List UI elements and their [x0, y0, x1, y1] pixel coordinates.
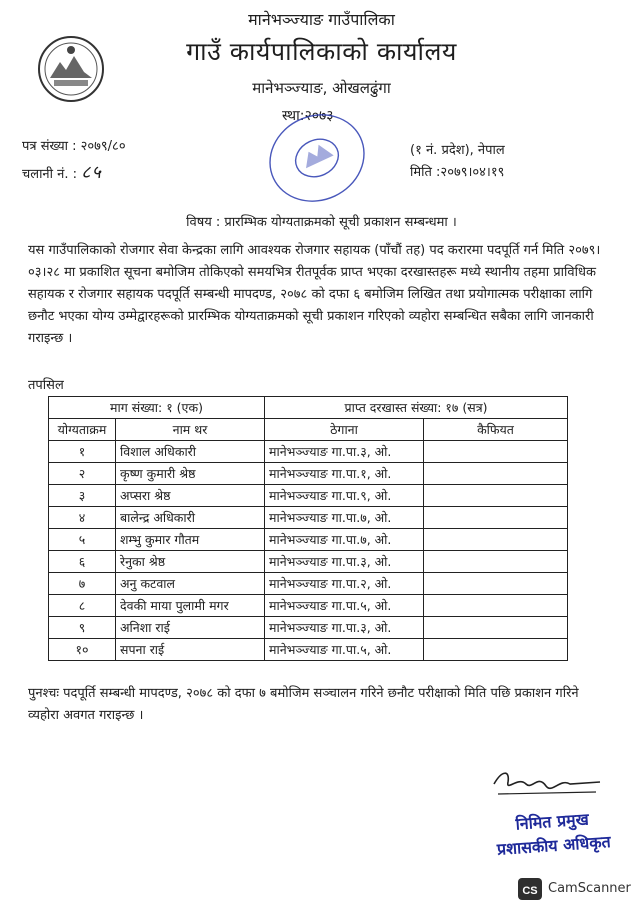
- handwritten-signature: [488, 762, 608, 802]
- table-row: [49, 573, 568, 595]
- remarks-cell: [424, 595, 568, 617]
- header-name: नाम थर: [116, 419, 265, 441]
- notice-body: यस गाउँपालिकाको रोजगार सेवा केन्द्रका लागि आवश्यक रोजगार सहायक (पाँचौं तह) पद करारमा पदपूर्ति गर्न मिति २०७९।०३।२८ मा प्रकाशित सूचना बमोजिम तोकिएको समयभित्र रीतपूर्वक प्राप्त भएका दरखास्तहरू मध्ये स्थानीय तहमा प्राविधिक सहायक र रोजगार सहायक पदपूर्ति सम्बन्धी मापदण्ड, २०७८ को दफा ६ बमोजिम लिखित तथा प्रयोगात्मक परीक्षाका लागि छनौट भएका योग्य उम्मेद्वारहरूको प्रारम्भिक योग्यताक्रमको सूची प्रकाशन गरिएको व्यहोरा सम्बन्धित सबैका लागि जानकारी गराइन्छ ।: [28, 243, 601, 346]
- rank-cell: ८: [49, 595, 116, 617]
- name-cell: अप्सरा श्रेष्ठ: [116, 485, 265, 507]
- name-cell: रेनुका श्रेष्ठ: [116, 551, 265, 573]
- address-cell: मानेभञ्ज्याङ गा.पा.३, ओ.: [265, 441, 424, 463]
- table-summary-row: [49, 397, 568, 419]
- municipality-name: मानेभञ्ज्याङ गाउँपालिका: [248, 10, 395, 29]
- signatory-line2: प्रशासकीय अधिकृत: [496, 832, 612, 859]
- name-cell: विशाल अधिकारी: [116, 441, 265, 463]
- table-row: [49, 485, 568, 507]
- remarks-cell: [424, 441, 568, 463]
- address-cell: मानेभञ्ज्याङ गा.पा.३, ओ.: [265, 617, 424, 639]
- remarks-cell: [424, 639, 568, 661]
- address-cell: मानेभञ्ज्याङ गा.पा.१, ओ.: [265, 463, 424, 485]
- address-cell: मानेभञ्ज्याङ गा.पा.७, ओ.: [265, 507, 424, 529]
- rank-cell: ३: [49, 485, 116, 507]
- candidate-table: [48, 396, 568, 661]
- rank-cell: १: [49, 441, 116, 463]
- header-address: ठेगाना: [265, 419, 424, 441]
- table-row: [49, 441, 568, 463]
- subject-line: विषय : प्रारम्भिक योग्यताक्रमको सूची प्रकाशन सम्बन्धमा ।: [186, 215, 457, 230]
- name-cell: अनिशा राई: [116, 617, 265, 639]
- header-rank: योग्यताक्रम: [49, 419, 116, 441]
- established-year: स्था:२०७३: [282, 108, 334, 124]
- name-cell: सपना राई: [116, 639, 265, 661]
- table-row: [49, 617, 568, 639]
- name-cell: बालेन्द्र अधिकारी: [116, 507, 265, 529]
- signatory-stamp: [477, 805, 630, 863]
- signatory-line1: निमित प्रमुख: [514, 809, 590, 834]
- dispatch-number: [22, 160, 102, 184]
- annex-label: तपसिल: [28, 378, 64, 393]
- demand-count: माग संख्या: १ (एक): [49, 397, 265, 419]
- remarks-cell: [424, 617, 568, 639]
- table-row: [49, 551, 568, 573]
- dispatch-value: ८५: [81, 162, 102, 183]
- remarks-cell: [424, 551, 568, 573]
- rank-cell: ५: [49, 529, 116, 551]
- office-title: गाउँ कार्यपालिकाको कार्यालय: [186, 37, 457, 66]
- rank-cell: ६: [49, 551, 116, 573]
- name-cell: कृष्ण कुमारी श्रेष्ठ: [116, 463, 265, 485]
- office-seal-stamp: [262, 108, 372, 208]
- rank-cell: ७: [49, 573, 116, 595]
- address-cell: मानेभञ्ज्याङ गा.पा.५, ओ.: [265, 595, 424, 617]
- address-cell: मानेभञ्ज्याङ गा.पा.३, ओ.: [265, 551, 424, 573]
- camscanner-logo-text: CS: [522, 885, 538, 897]
- table-row: [49, 507, 568, 529]
- address-cell: मानेभञ्ज्याङ गा.पा.७, ओ.: [265, 529, 424, 551]
- header-remarks: कैफियत: [424, 419, 568, 441]
- province-line: (१ नं. प्रदेश), नेपाल: [410, 143, 505, 158]
- table-header-row: [49, 419, 568, 441]
- rank-cell: ९: [49, 617, 116, 639]
- name-cell: देवकी माया पुलामी मगर: [116, 595, 265, 617]
- received-count: प्राप्त दरखास्त संख्या: १७ (सत्र): [265, 397, 568, 419]
- table-row: [49, 529, 568, 551]
- remarks-cell: [424, 485, 568, 507]
- address-cell: मानेभञ्ज्याङ गा.पा.९, ओ.: [265, 485, 424, 507]
- rank-cell: २: [49, 463, 116, 485]
- remarks-cell: [424, 507, 568, 529]
- name-cell: अनु कटवाल: [116, 573, 265, 595]
- address-cell: मानेभञ्ज्याङ गा.पा.२, ओ.: [265, 573, 424, 595]
- letter-date: मिति :२०७९।०४।१९: [410, 165, 505, 180]
- office-address: मानेभञ्ज्याङ, ओखलढुंगा: [252, 79, 391, 97]
- remarks-cell: [424, 573, 568, 595]
- rank-cell: १०: [49, 639, 116, 661]
- postscript-note: पुनश्चः पदपूर्ति सम्बन्धी मापदण्ड, २०७८ को दफा ७ बमोजिम सञ्चालन गरिने छनौट परीक्षाको मिति पछि प्रकाशन गरिने व्यहोरा अवगत गराइन्छ ।: [28, 686, 579, 723]
- table-row: [49, 595, 568, 617]
- name-cell: शम्भु कुमार गौतम: [116, 529, 265, 551]
- reference-number: पत्र संख्या : २०७९/८०: [22, 139, 126, 154]
- address-cell: मानेभञ्ज्याङ गा.पा.५, ओ.: [265, 639, 424, 661]
- remarks-cell: [424, 529, 568, 551]
- remarks-cell: [424, 463, 568, 485]
- dispatch-label: चलानी नं. :: [22, 167, 78, 182]
- rank-cell: ४: [49, 507, 116, 529]
- table-row: [49, 463, 568, 485]
- camscanner-label: CamScanner: [548, 881, 631, 896]
- table-row: [49, 639, 568, 661]
